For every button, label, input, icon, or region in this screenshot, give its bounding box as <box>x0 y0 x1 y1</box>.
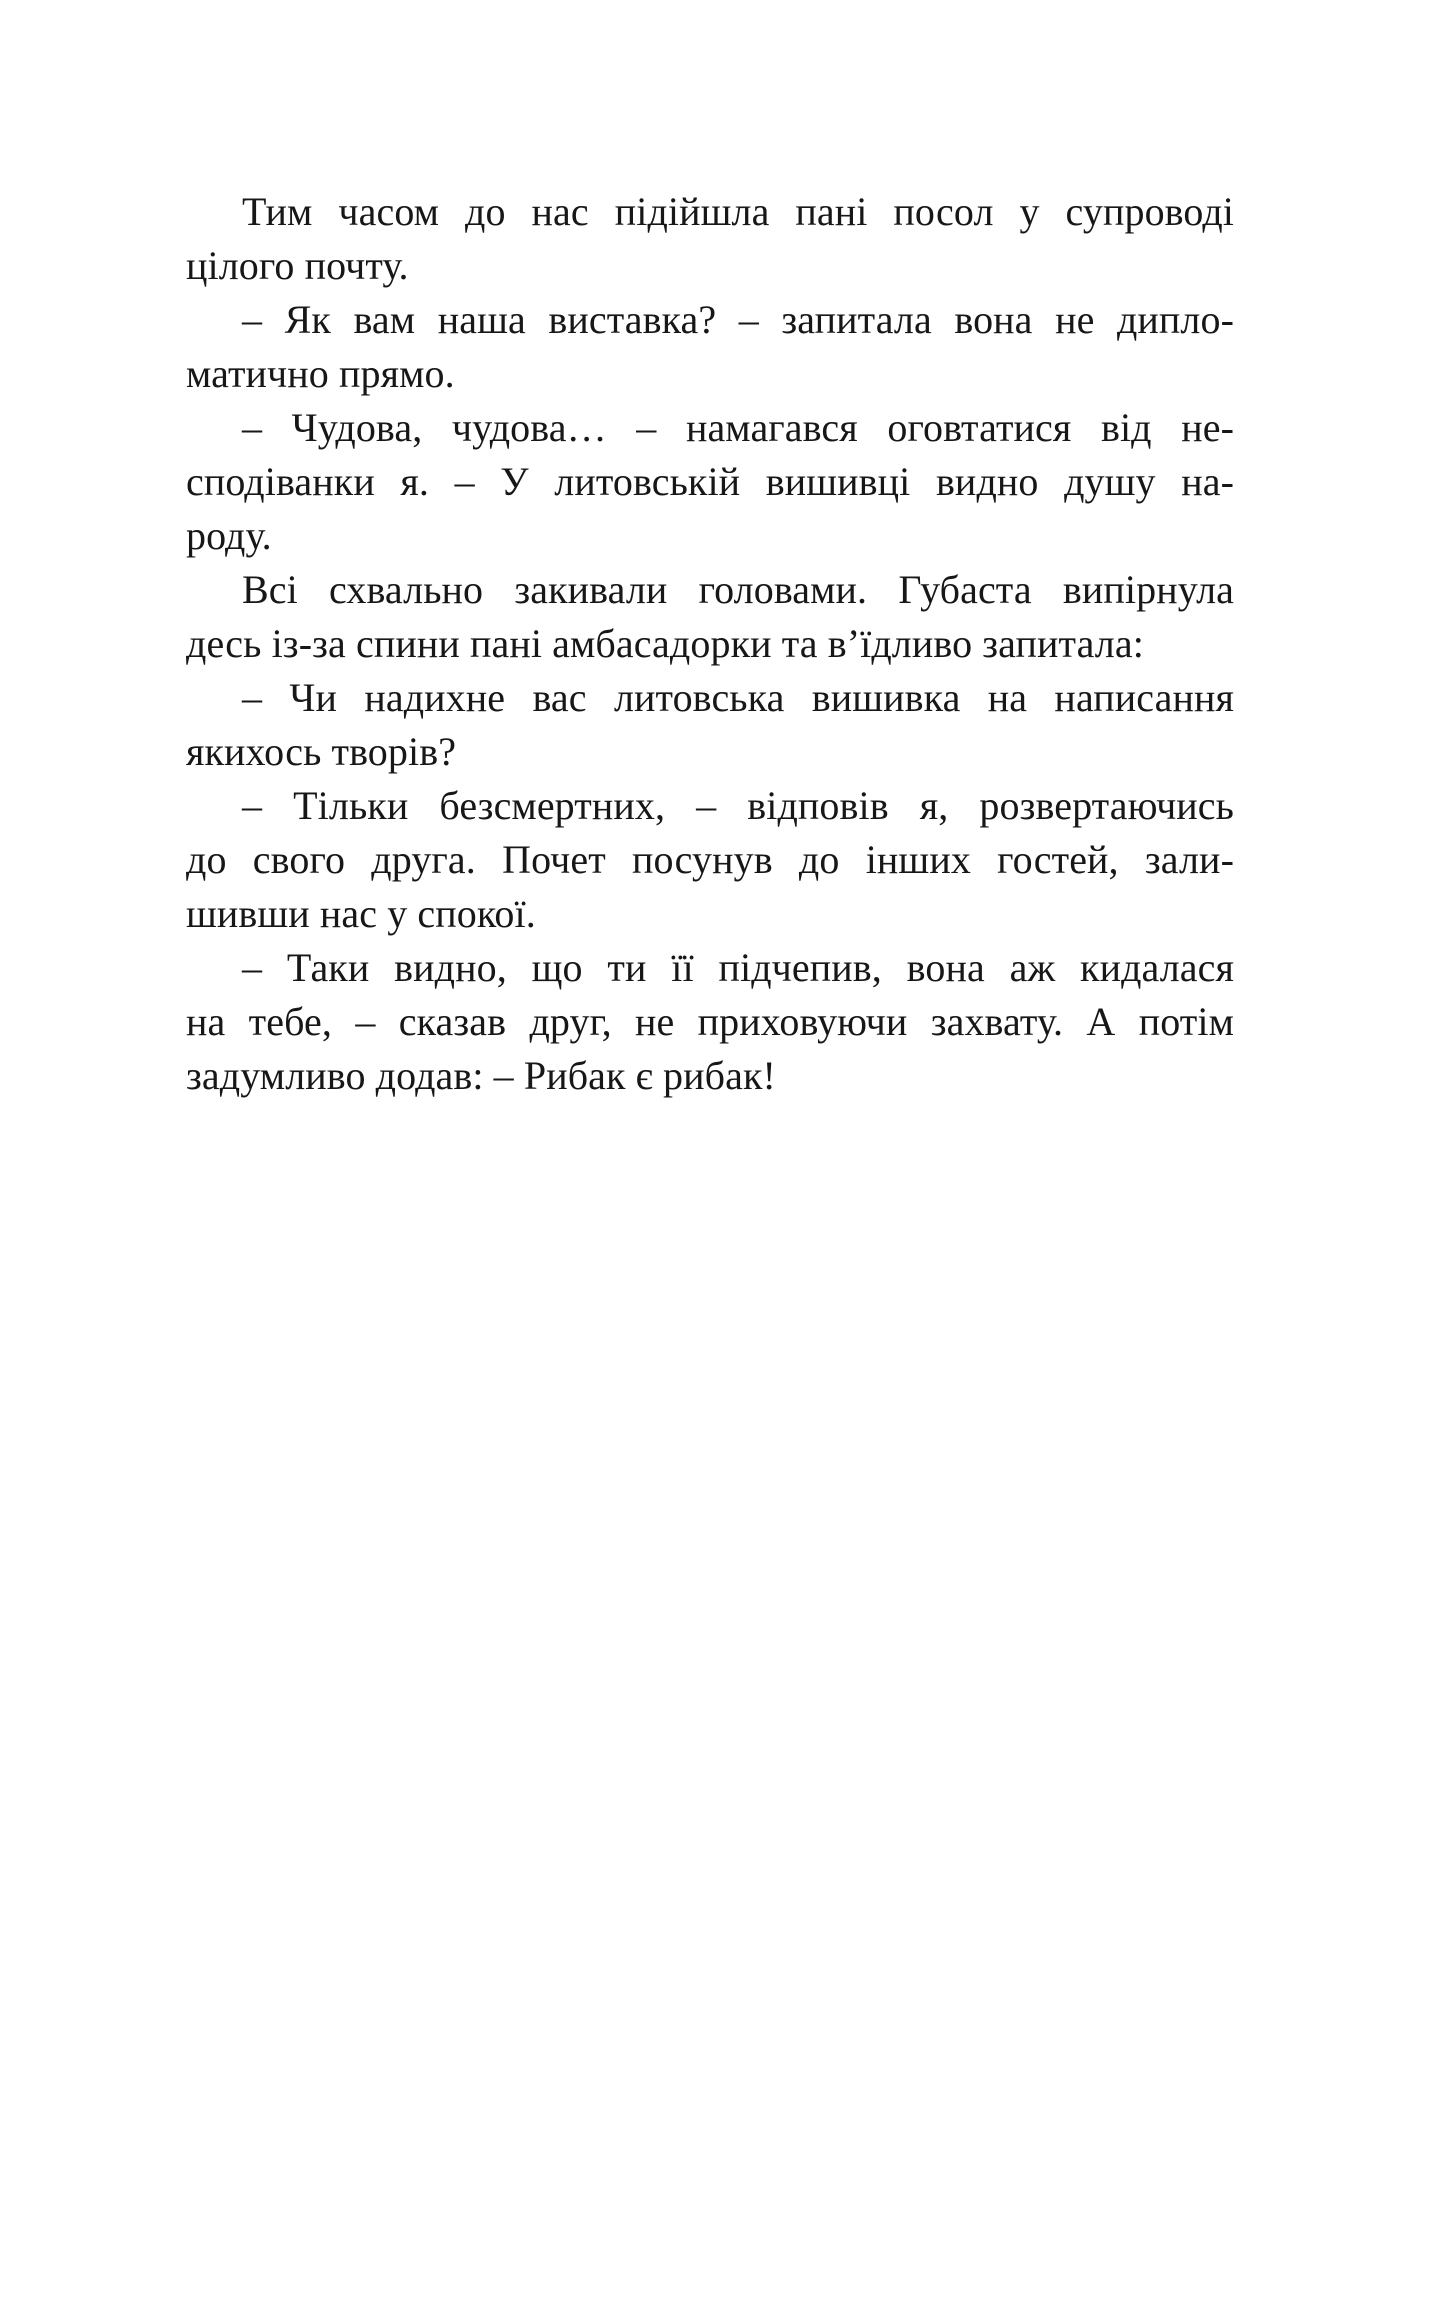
text-line: сподіванки я. – У литовській вишивці видно душу на- <box>186 459 1234 504</box>
paragraph <box>186 401 1234 563</box>
paragraph <box>186 293 1234 401</box>
text-line: якихось творів? <box>186 729 457 774</box>
text-line: – Чудова, чудова… – намагався оговтатися від не- <box>242 405 1234 450</box>
text-line: Всі схвально закивали головами. Губаста випірнула <box>242 567 1234 612</box>
text-line: роду. <box>186 513 272 558</box>
text-line: на тебе, – сказав друг, не приховуючи захвату. А потім <box>186 999 1234 1044</box>
text-line: – Тільки безсмертних, – відповів я, розвертаючись <box>242 783 1234 828</box>
text-line: десь із-за спини пані амбасадорки та в’їдливо запитала: <box>186 621 1144 666</box>
paragraph <box>186 941 1234 1103</box>
text-line: – Чи надихне вас литовська вишивка на написання <box>242 675 1234 720</box>
text-line: шивши нас у спокої. <box>186 891 536 936</box>
text-line: до свого друга. Почет посунув до інших гостей, зали- <box>186 837 1234 882</box>
text-line: цілого почту. <box>186 243 409 288</box>
text-line: матично прямо. <box>186 351 455 396</box>
text-line: – Таки видно, що ти її підчепив, вона аж кидалася <box>242 945 1234 990</box>
page-text-block <box>186 185 1234 1103</box>
paragraph <box>186 671 1234 779</box>
text-line: задумливо додав: – Рибак є рибак! <box>186 1053 776 1098</box>
text-line: – Як вам наша виставка? – запитала вона не дипло- <box>242 297 1234 342</box>
paragraph <box>186 563 1234 671</box>
text-line: Тим часом до нас підійшла пані посол у супроводі <box>242 189 1234 234</box>
paragraph <box>186 185 1234 293</box>
paragraph <box>186 779 1234 941</box>
